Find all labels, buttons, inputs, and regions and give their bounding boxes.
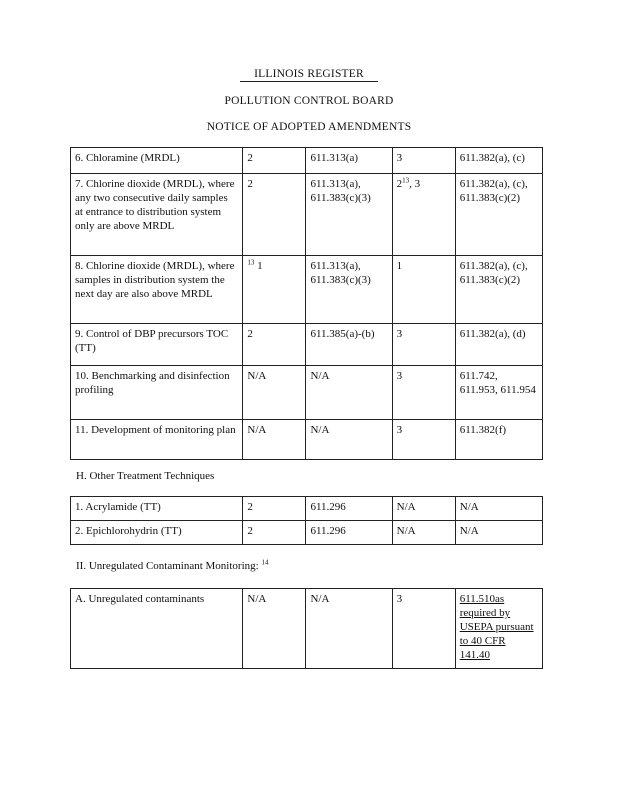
citation-cell: 611.313(a), 611.383(c)(3) xyxy=(306,256,392,324)
contaminant-cell: 11. Development of monitoring plan xyxy=(71,420,243,460)
tier-cell-2: N/A xyxy=(392,497,455,521)
citation-cell: 611.313(a) xyxy=(306,148,392,174)
table-row xyxy=(71,256,543,324)
citation-cell-2: 611.382(f) xyxy=(455,420,542,460)
citation-cell: 611.385(a)-(b) xyxy=(306,324,392,366)
citation-cell: 611.296 xyxy=(306,497,392,521)
contaminant-cell: 10. Benchmarking and disinfection profiling xyxy=(71,366,243,420)
tier-cell-2: 3 xyxy=(392,366,455,420)
register-title: ILLINOIS REGISTER xyxy=(254,68,364,80)
table-row xyxy=(71,148,543,174)
tier-cell: 2 xyxy=(243,148,306,174)
tier-cell-2: 3 xyxy=(392,148,455,174)
citation-cell-2: 611.742, 611.953, 611.954 xyxy=(455,366,542,420)
contaminant-cell: 2. Epichlorohydrin (TT) xyxy=(71,521,243,545)
section-h-title: H. Other Treatment Techniques xyxy=(76,470,215,482)
table-row xyxy=(71,174,543,256)
tier-cell: N/A xyxy=(243,589,306,669)
table-row xyxy=(71,497,543,521)
citation-cell-2: 611.510as required by USEPA pursuant to 40 CFR 141.40 xyxy=(455,589,542,669)
tier-cell-2: 3 xyxy=(392,420,455,460)
tier-cell-2: 3 xyxy=(392,324,455,366)
notice-title: NOTICE OF ADOPTED AMENDMENTS xyxy=(206,121,412,133)
table-row xyxy=(71,366,543,420)
tier-cell: 2 xyxy=(243,324,306,366)
register-title-rule xyxy=(240,81,378,82)
tier-cell: 2 xyxy=(243,521,306,545)
footnote-ref: 14 xyxy=(261,558,269,567)
tier-cell-2: N/A xyxy=(392,521,455,545)
board-title: POLLUTION CONTROL BOARD xyxy=(224,95,394,107)
tier-cell: 2 xyxy=(243,497,306,521)
contaminant-cell: 7. Chlorine dioxide (MRDL), where any two consecutive daily samples at entrance to distribution system only are above MRDL xyxy=(71,174,243,256)
citation-cell-2: 611.382(a), (d) xyxy=(455,324,542,366)
contaminant-cell: 9. Control of DBP precursors TOC (TT) xyxy=(71,324,243,366)
contaminant-cell: 1. Acrylamide (TT) xyxy=(71,497,243,521)
citation-cell: N/A xyxy=(306,420,392,460)
violations-table xyxy=(70,147,543,460)
contaminant-cell: A. Unregulated contaminants xyxy=(71,589,243,669)
treatment-techniques-table xyxy=(70,496,543,545)
tier-cell: $^{13}$ 1 xyxy=(243,256,306,324)
contaminant-cell: 8. Chlorine dioxide (MRDL), where samples in distribution system the next day are also above MRDL xyxy=(71,256,243,324)
citation-cell-2: N/A xyxy=(455,521,542,545)
tier-cell-2: 1 xyxy=(392,256,455,324)
section-i-title: II. Unregulated Contaminant Monitoring: $^{14}$ xyxy=(76,558,269,572)
citation-cell: 611.313(a), 611.383(c)(3) xyxy=(306,174,392,256)
table-row xyxy=(71,521,543,545)
citation-cell-2: 611.382(a), (c), 611.383(c)(2) xyxy=(455,256,542,324)
contaminant-cell: 6. Chloramine (MRDL) xyxy=(71,148,243,174)
tier-cell: N/A xyxy=(243,366,306,420)
tier-cell-2: 3 xyxy=(392,589,455,669)
tier-cell: N/A xyxy=(243,420,306,460)
citation-cell: N/A xyxy=(306,366,392,420)
citation-cell-2: 611.382(a), (c) xyxy=(455,148,542,174)
citation-cell: N/A xyxy=(306,589,392,669)
citation-cell: 611.296 xyxy=(306,521,392,545)
footnote-ref: 13 xyxy=(402,176,410,185)
table-row xyxy=(71,324,543,366)
table-row xyxy=(71,589,543,669)
tier-cell-2: $2^{13}$, 3 xyxy=(392,174,455,256)
table-row xyxy=(71,420,543,460)
footnote-ref: 13 xyxy=(247,258,255,267)
unregulated-monitoring-table xyxy=(70,588,543,669)
tier-cell: 2 xyxy=(243,174,306,256)
citation-cell-2: 611.382(a), (c), 611.383(c)(2) xyxy=(455,174,542,256)
citation-cell-2: N/A xyxy=(455,497,542,521)
